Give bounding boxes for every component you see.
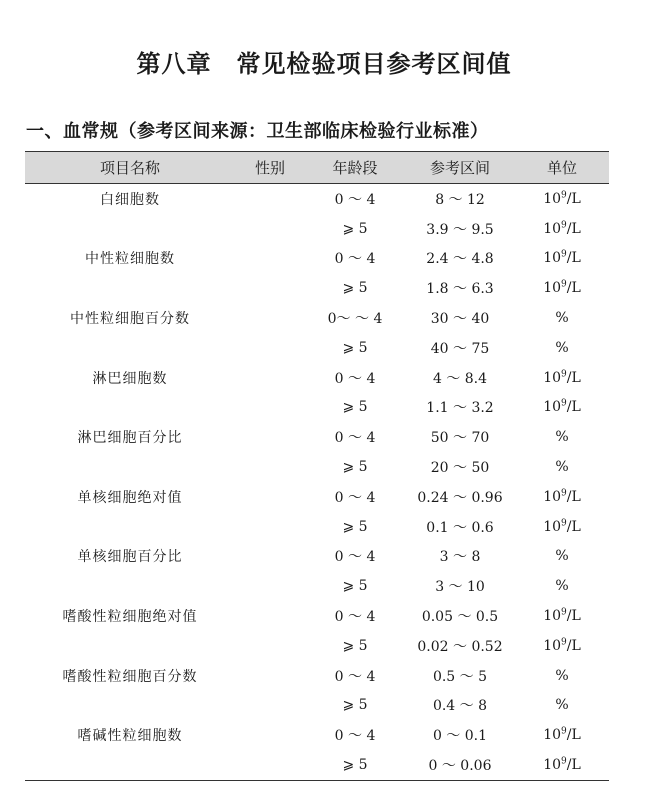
unit-cell	[515, 482, 609, 512]
unit-exponent: 9	[561, 220, 567, 231]
sex-cell	[235, 631, 305, 661]
unit-exponent: 9	[561, 279, 567, 290]
reference-range-cell: 2.4 ～ 4.8	[426, 251, 494, 268]
unit-tail: /L	[566, 727, 581, 744]
unit-base: 10	[543, 250, 562, 267]
unit-exponent: 9	[561, 726, 567, 737]
reference-range-cell: 1.8 ～ 6.3	[426, 281, 494, 298]
reference-range-cell: 30 ～ 40	[430, 311, 490, 328]
unit-base: 10	[543, 608, 562, 625]
reference-range-cell: 3 ～ 10	[435, 579, 485, 596]
unit-exponent: 9	[561, 488, 567, 499]
reference-range-cell: 0 ～ 0.06	[405, 750, 515, 780]
unit-cell	[515, 750, 609, 780]
reference-range-cell: 0.5 ～ 5	[432, 668, 488, 685]
unit-base: 10	[543, 190, 562, 207]
unit-base: %	[555, 578, 569, 595]
reference-range-cell: 40 ～ 75	[430, 340, 490, 357]
unit-cell	[515, 214, 609, 244]
sex-cell	[235, 601, 305, 631]
unit-cell	[515, 363, 609, 393]
age-group-cell: ⩾ 5	[342, 339, 368, 356]
unit-base: 10	[543, 280, 562, 297]
item-name-cell	[25, 691, 235, 721]
unit-base: 10	[543, 757, 562, 774]
item-name-cell: 单核细胞绝对值	[77, 489, 183, 506]
item-name-cell: 中性粒细胞数	[85, 251, 175, 268]
reference-range-cell: 3 ～ 8	[439, 549, 481, 566]
table-header-row	[25, 152, 609, 184]
table-row	[25, 571, 609, 601]
sex-cell	[235, 422, 305, 452]
unit-cell	[515, 184, 609, 214]
table-row	[25, 363, 609, 393]
age-group-cell: ⩾ 5	[342, 220, 368, 237]
reference-range-cell: 8 ～ 12	[435, 191, 485, 208]
sex-cell	[235, 214, 305, 244]
unit-base: 10	[543, 399, 562, 416]
item-name-cell	[25, 214, 235, 244]
age-group-cell: ⩾ 5	[342, 578, 368, 595]
age-group-cell: 0 ～ 4	[334, 191, 376, 208]
table-row	[25, 214, 609, 244]
age-group-cell: ⩾ 5	[342, 459, 368, 476]
unit-cell	[515, 244, 609, 274]
table-row	[25, 601, 609, 631]
header-item-name: 项目名称	[25, 152, 235, 184]
sex-cell	[235, 393, 305, 423]
section-title: 一、血常规（参考区间来源：卫生部临床检验行业标准）	[26, 121, 489, 142]
unit-base: 10	[543, 727, 562, 744]
table-row	[25, 691, 609, 721]
age-group-cell: ⩾ 5	[342, 280, 368, 297]
item-name-cell	[25, 273, 235, 303]
item-name-cell: 淋巴细胞百分比	[77, 430, 183, 447]
unit-exponent: 9	[561, 607, 567, 618]
reference-range-cell: 0.02 ～ 0.52	[417, 638, 503, 655]
unit-cell	[515, 393, 609, 423]
sex-cell	[235, 571, 305, 601]
reference-range-cell: 0.1 ～ 0.6	[426, 519, 494, 536]
reference-range-cell: 4 ～ 8.4	[432, 370, 488, 387]
age-group-cell: ⩾ 5	[342, 399, 368, 416]
reference-range-cell: 50 ～ 70	[430, 430, 490, 447]
reference-range-cell: 1.1 ～ 3.2	[426, 400, 494, 417]
unit-tail: /L	[566, 608, 581, 625]
table-row	[25, 512, 609, 542]
sex-cell	[235, 750, 305, 780]
reference-range-table	[25, 151, 609, 781]
unit-base: %	[555, 667, 569, 684]
unit-tail: /L	[566, 190, 581, 207]
unit-base: %	[555, 459, 569, 476]
table-row	[25, 720, 609, 750]
table-body	[25, 184, 609, 781]
table-row	[25, 393, 609, 423]
reference-range-cell: 3.9 ～ 9.5	[426, 221, 494, 238]
unit-base: 10	[543, 369, 562, 386]
unit-base: %	[555, 429, 569, 446]
age-group-cell: 0～ ～ 4	[327, 311, 383, 328]
item-name-cell	[25, 571, 235, 601]
reference-range-cell: 20 ～ 50	[430, 460, 490, 477]
sex-cell	[235, 273, 305, 303]
item-name-cell: 嗜酸性粒细胞绝对值	[62, 609, 198, 626]
header-reference-range: 参考区间	[405, 152, 515, 184]
item-name-cell	[25, 333, 235, 363]
sex-cell	[235, 452, 305, 482]
header-sex: 性别	[235, 152, 305, 184]
item-name-cell	[25, 631, 235, 661]
unit-base: 10	[543, 637, 562, 654]
table-row	[25, 244, 609, 274]
item-name-cell: 中性粒细胞百分数	[70, 311, 190, 328]
header-unit: 单位	[515, 152, 609, 184]
unit-cell	[515, 571, 609, 601]
sex-cell	[235, 363, 305, 393]
sex-cell	[235, 333, 305, 363]
unit-tail: /L	[566, 369, 581, 386]
unit-tail: /L	[566, 757, 581, 774]
age-group-cell: 0 ～ 4	[334, 668, 376, 685]
unit-exponent: 9	[561, 398, 567, 409]
unit-tail: /L	[566, 488, 581, 505]
unit-base: %	[555, 339, 569, 356]
unit-cell	[515, 661, 609, 691]
sex-cell	[235, 691, 305, 721]
sex-cell	[235, 512, 305, 542]
sex-cell	[235, 542, 305, 572]
table-row	[25, 422, 609, 452]
table-row	[25, 303, 609, 333]
unit-base: %	[555, 697, 569, 714]
sex-cell	[235, 303, 305, 333]
unit-tail: /L	[566, 399, 581, 416]
age-group-cell: ⩾ 5	[342, 697, 368, 714]
item-name-cell	[25, 452, 235, 482]
item-name-cell: 淋巴细胞数	[92, 370, 168, 387]
unit-tail: /L	[566, 280, 581, 297]
table-row	[25, 273, 609, 303]
sex-cell	[235, 661, 305, 691]
unit-base: 10	[543, 220, 562, 237]
table-row	[25, 452, 609, 482]
unit-cell	[515, 720, 609, 750]
unit-tail: /L	[566, 637, 581, 654]
unit-tail: /L	[566, 250, 581, 267]
age-group-cell: 0 ～ 4	[334, 370, 376, 387]
unit-cell	[515, 273, 609, 303]
unit-tail: /L	[566, 518, 581, 535]
unit-cell	[515, 333, 609, 363]
unit-cell	[515, 303, 609, 333]
unit-base: 10	[543, 488, 562, 505]
age-group-cell: ⩾ 5	[342, 637, 368, 654]
sex-cell	[235, 244, 305, 274]
age-group-cell: ⩾ 5	[305, 750, 405, 780]
unit-cell	[515, 512, 609, 542]
item-name-cell: 白细胞数	[100, 191, 160, 208]
item-name-cell: 单核细胞百分比	[77, 549, 183, 566]
age-group-cell: 0 ～ 4	[334, 251, 376, 268]
unit-exponent: 9	[561, 190, 567, 201]
unit-exponent: 9	[561, 756, 567, 767]
age-group-cell: 0 ～ 4	[334, 609, 376, 626]
table-row	[25, 750, 609, 780]
unit-base: %	[555, 310, 569, 327]
item-name-cell: 嗜酸性粒细胞百分数	[62, 668, 198, 685]
unit-base: 10	[543, 518, 562, 535]
unit-cell	[515, 691, 609, 721]
age-group-cell: 0 ～ 4	[334, 489, 376, 506]
unit-base: %	[555, 548, 569, 565]
table-row	[25, 661, 609, 691]
age-group-cell: 0 ～ 4	[334, 430, 376, 447]
unit-tail: /L	[566, 220, 581, 237]
unit-cell	[515, 631, 609, 661]
reference-range-cell: 0.24 ～ 0.96	[417, 489, 503, 506]
unit-cell	[515, 601, 609, 631]
header-age-group: 年龄段	[305, 152, 405, 184]
table-row	[25, 542, 609, 572]
unit-cell	[515, 422, 609, 452]
item-name-cell	[25, 750, 235, 780]
age-group-cell: 0 ～ 4	[334, 549, 376, 566]
item-name-cell	[25, 512, 235, 542]
sex-cell	[235, 482, 305, 512]
unit-cell	[515, 452, 609, 482]
unit-exponent: 9	[561, 518, 567, 528]
sex-cell	[235, 184, 305, 214]
age-group-cell: 0 ～ 4	[334, 728, 376, 745]
unit-exponent: 9	[561, 637, 567, 648]
reference-range-cell: 0.05 ～ 0.5	[421, 609, 499, 626]
age-group-cell: ⩾ 5	[342, 518, 368, 535]
unit-exponent: 9	[561, 369, 567, 380]
item-name-cell	[25, 393, 235, 423]
table-row	[25, 333, 609, 363]
item-name-cell: 嗜碱性粒细胞数	[77, 728, 183, 745]
reference-range-cell: 0 ～ 0.1	[432, 728, 488, 745]
unit-cell	[515, 542, 609, 572]
table-row	[25, 631, 609, 661]
chapter-title: 第八章 常见检验项目参考区间值	[136, 49, 512, 78]
sex-cell	[235, 720, 305, 750]
unit-exponent: 9	[561, 249, 567, 260]
table-row	[25, 184, 609, 214]
table-row	[25, 482, 609, 512]
reference-range-cell: 0.4 ～ 8	[432, 698, 488, 715]
